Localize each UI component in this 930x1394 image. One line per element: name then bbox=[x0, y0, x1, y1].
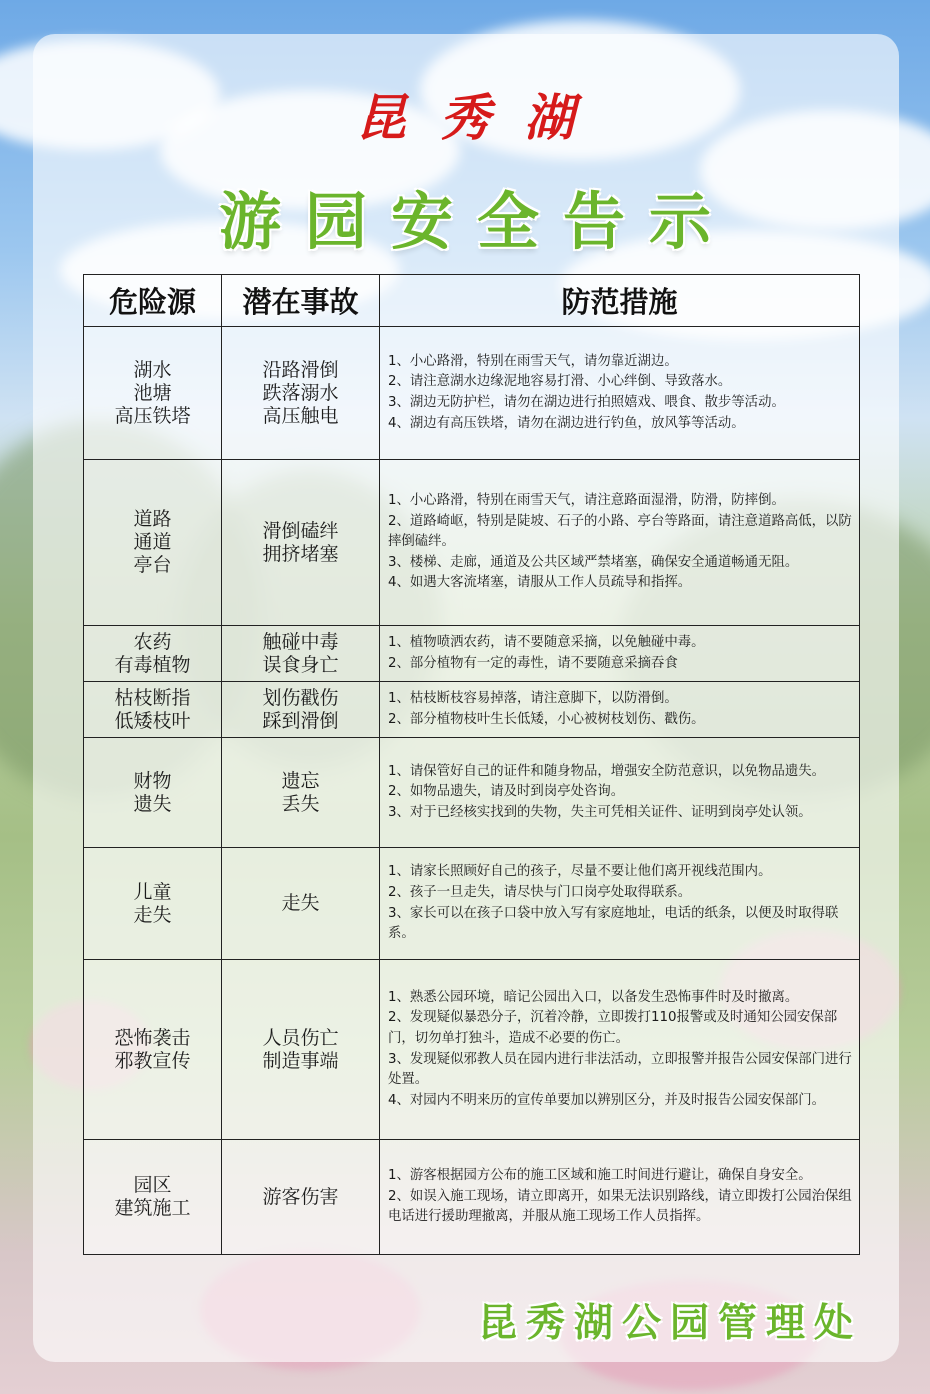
table-row bbox=[84, 848, 860, 960]
hazard-text: 走失 bbox=[133, 903, 172, 926]
accident-text: 人员伤亡 bbox=[262, 1026, 339, 1049]
hazard-text: 亭台 bbox=[133, 554, 172, 576]
accident-text: 划伤戳伤 bbox=[262, 686, 339, 709]
accident-cell bbox=[222, 626, 380, 682]
measures-cell bbox=[380, 460, 860, 626]
hazard-text: 遗失 bbox=[133, 792, 172, 815]
hazard-text: 道路 bbox=[133, 508, 172, 530]
hazard-cell bbox=[84, 960, 222, 1140]
accident-cell bbox=[222, 460, 380, 626]
park-logo-text: 昆秀湖 bbox=[356, 88, 608, 147]
header-hazard: 危险源 bbox=[84, 275, 222, 327]
measures-cell bbox=[380, 626, 860, 682]
hazard-cell bbox=[84, 327, 222, 460]
accident-cell bbox=[222, 327, 380, 460]
hazard-cell bbox=[84, 626, 222, 682]
accident-cell bbox=[222, 848, 380, 960]
accident-text: 滑倒磕绊 bbox=[262, 519, 339, 542]
accident-text: 拥挤堵塞 bbox=[262, 542, 339, 565]
hazard-text: 儿童 bbox=[133, 880, 172, 903]
measure-text: 2、请注意湖水边缘泥地容易打滑、小心绊倒、导致落水。 bbox=[388, 374, 732, 390]
table-row bbox=[84, 626, 860, 682]
measure-text: 4、如遇大客流堵塞，请服从工作人员疏导和指挥。 bbox=[388, 575, 692, 591]
header-accident: 潜在事故 bbox=[222, 275, 380, 327]
hazard-text: 农药 bbox=[133, 630, 172, 653]
measure-text: 1、请家长照顾好自己的孩子，尽量不要让他们离开视线范围内。 bbox=[388, 864, 772, 880]
hazard-cell bbox=[84, 848, 222, 960]
measure-text: 1、请保管好自己的证件和随身物品，增强安全防范意识，以免物品遗失。 bbox=[388, 763, 826, 779]
hazard-text: 湖水 bbox=[133, 358, 172, 381]
measure-text: 3、家长可以在孩子口袋中放入写有家庭地址，电话的纸条，以便及时取得联系。 bbox=[388, 905, 839, 942]
accident-cell bbox=[222, 1140, 380, 1255]
park-management-signature: 昆秀湖公园管理处 bbox=[477, 1301, 862, 1346]
hazard-cell bbox=[84, 682, 222, 738]
hazard-cell bbox=[84, 460, 222, 626]
header-measures: 防范措施 bbox=[380, 275, 860, 327]
accident-cell bbox=[222, 960, 380, 1140]
hazard-cell bbox=[84, 738, 222, 848]
measures-cell bbox=[380, 960, 860, 1140]
measures-cell bbox=[380, 1140, 860, 1255]
measure-text: 1、枯枝断枝容易掉落，请注意脚下，以防滑倒。 bbox=[388, 690, 678, 706]
accident-text: 跌落溺水 bbox=[262, 381, 339, 404]
measure-text: 2、发现疑似暴恐分子，沉着冷静，立即拨打110报警或及时通知公园安保部门，切勿单打独斗，造成不必要的伤亡。 bbox=[388, 1010, 838, 1046]
measure-text: 1、小心路滑，特别在雨雪天气，请注意路面湿滑，防滑，防摔倒。 bbox=[388, 493, 785, 509]
measure-text: 3、楼梯、走廊，通道及公共区域严禁堵塞，确保安全通道畅通无阻。 bbox=[388, 554, 799, 570]
measure-text: 2、道路崎岖，特别是陡坡、石子的小路、亭台等路面，请注意道路高低，以防摔倒磕绊。 bbox=[388, 513, 852, 550]
safety-notice-table bbox=[83, 274, 860, 1255]
measure-text: 2、部分植物枝叶生长低矮，小心被树枝划伤、戳伤。 bbox=[388, 711, 705, 727]
measure-text: 1、游客根据园方公布的施工区域和施工时间进行避让，确保自身安全。 bbox=[388, 1168, 812, 1184]
measures-cell bbox=[380, 848, 860, 960]
table-row bbox=[84, 327, 860, 460]
accident-text: 踩到滑倒 bbox=[262, 709, 339, 732]
measure-text: 2、部分植物有一定的毒性，请不要随意采摘吞食 bbox=[388, 655, 678, 671]
measure-text: 1、小心路滑，特别在雨雪天气，请勿靠近湖边。 bbox=[388, 353, 678, 369]
accident-text: 误食身亡 bbox=[262, 653, 339, 676]
hazard-text: 园区 bbox=[133, 1174, 172, 1196]
table-row bbox=[84, 460, 860, 626]
measure-text: 3、湖边无防护栏，请勿在湖边进行拍照嬉戏、喂食、散步等活动。 bbox=[388, 395, 785, 410]
accident-text: 制造事端 bbox=[262, 1049, 339, 1072]
hazard-text: 邪教宣传 bbox=[114, 1049, 191, 1072]
accident-text: 沿路滑倒 bbox=[262, 358, 339, 381]
hazard-text: 恐怖袭击 bbox=[114, 1026, 191, 1049]
measures-cell bbox=[380, 738, 860, 848]
accident-text: 触碰中毒 bbox=[262, 630, 339, 653]
accident-text: 高压触电 bbox=[262, 404, 339, 427]
measure-text: 2、孩子一旦走失，请尽快与门口岗亭处取得联系。 bbox=[388, 884, 692, 900]
measure-text: 2、如物品遗失，请及时到岗亭处咨询。 bbox=[388, 784, 625, 800]
hazard-text: 通道 bbox=[133, 531, 172, 553]
accident-text: 丢失 bbox=[281, 792, 320, 815]
hazard-cell bbox=[84, 1140, 222, 1255]
accident-text: 走失 bbox=[281, 892, 320, 914]
accident-text: 游客伤害 bbox=[262, 1185, 339, 1208]
hazard-text: 建筑施工 bbox=[114, 1197, 191, 1219]
hazard-text: 高压铁塔 bbox=[114, 404, 191, 427]
measure-text: 3、对于已经核实找到的失物，失主可凭相关证件、证明到岗亭处认领。 bbox=[388, 804, 812, 820]
page-title: 游园安全告示 bbox=[218, 185, 735, 258]
hazard-text: 池塘 bbox=[133, 381, 172, 404]
accident-cell bbox=[222, 682, 380, 738]
measures-cell bbox=[380, 327, 860, 460]
hazard-text: 枯枝断指 bbox=[114, 686, 191, 709]
accident-text: 遗忘 bbox=[281, 769, 320, 792]
measure-text: 1、熟悉公园环境，暗记公园出入口，以备发生恐怖事件时及时撤离。 bbox=[388, 989, 799, 1005]
hazard-text: 低矮枝叶 bbox=[114, 709, 191, 732]
measure-text: 4、对园内不明来历的宣传单要加以辨别区分，并及时报告公园安保部门。 bbox=[388, 1092, 826, 1108]
table-row bbox=[84, 682, 860, 738]
table-header-row bbox=[84, 275, 860, 327]
table-row bbox=[84, 960, 860, 1140]
table-row bbox=[84, 1140, 860, 1255]
accident-cell bbox=[222, 738, 380, 848]
hazard-text: 有毒植物 bbox=[114, 653, 191, 676]
hazard-text: 财物 bbox=[133, 769, 172, 792]
measure-text: 4、湖边有高压铁塔，请勿在湖边进行钓鱼，放风筝等活动。 bbox=[388, 415, 745, 431]
measures-cell bbox=[380, 682, 860, 738]
measure-text: 1、植物喷洒农药，请不要随意采摘，以免触碰中毒。 bbox=[388, 634, 705, 650]
table-row bbox=[84, 738, 860, 848]
measure-text: 2、如误入施工现场，请立即离开，如果无法识别路线，请立即拨打公园治保组电话进行援助理撤离，并服从施工现场工作人员指挥。 bbox=[388, 1188, 852, 1225]
measure-text: 3、发现疑似邪教人员在园内进行非法活动，立即报警并报告公园安保部门进行处置。 bbox=[388, 1051, 852, 1088]
